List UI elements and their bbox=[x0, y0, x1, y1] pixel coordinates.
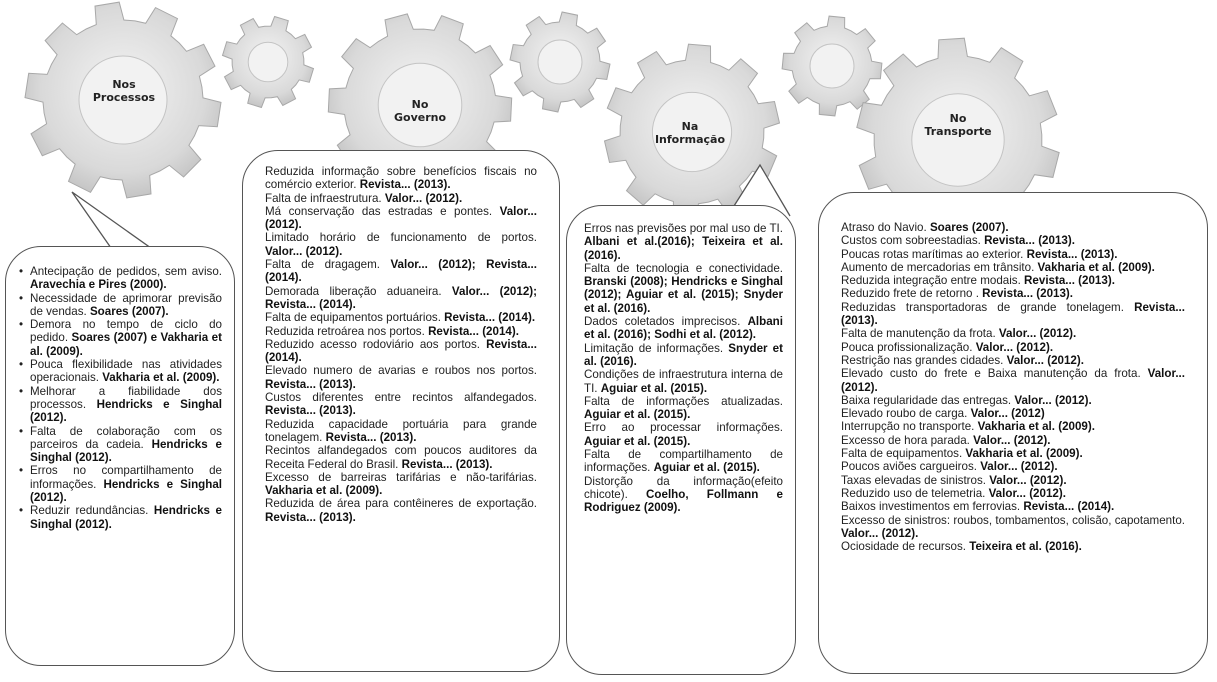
gear-label-processos: Nos Processos bbox=[92, 78, 156, 104]
informacao-item bbox=[584, 395, 783, 422]
informacao-item-reference: Coelho, Follmann e Rodriguez (2009). bbox=[584, 487, 783, 515]
transporte-item bbox=[841, 434, 1185, 447]
gear-label-transporte: No Transporte bbox=[924, 112, 992, 138]
processos-item bbox=[30, 425, 222, 465]
transporte-item-text: Elevado roubo de carga. bbox=[841, 407, 971, 421]
transporte-item-reference: Vakharia et al. (2009). bbox=[977, 420, 1095, 434]
governo-item bbox=[265, 471, 537, 498]
processos-item bbox=[30, 385, 222, 425]
transporte-item-text: Reduzido uso de telemetria. bbox=[841, 486, 989, 500]
informacao-item bbox=[584, 448, 783, 475]
informacao-item-text: Erros nas previsões por mal uso de TI. bbox=[584, 222, 783, 235]
gear-small-1-hub bbox=[248, 42, 288, 82]
governo-item-reference: Revista... (2013). bbox=[359, 178, 451, 192]
governo-item bbox=[265, 192, 537, 205]
processos-bubble bbox=[5, 246, 235, 666]
transporte-item-text: Taxas elevadas de sinistros. bbox=[841, 473, 990, 487]
governo-item-text: Demorada liberação aduaneira. bbox=[265, 284, 452, 298]
informacao-item-text: Condições de infraestrutura interna de TI. bbox=[584, 368, 783, 395]
processos-item-text: Melhorar a fiabilidade dos processos. bbox=[30, 384, 222, 411]
informacao-item-reference: Branski (2008); Hendricks e Singhal (2012); Aguiar et al. (2015); Snyder et al. (2016). bbox=[584, 275, 783, 315]
informacao-item-reference: Albani et al. (2016); Sodhi et al. (2012). bbox=[584, 315, 783, 342]
transporte-item-reference: Valor... (2012). bbox=[973, 433, 1051, 447]
informacao-item-text: Falta de compartilhamento de informações. bbox=[584, 448, 783, 475]
governo-item-reference: Revista... (2013). bbox=[265, 404, 356, 418]
processos-item-reference: Soares (2007). bbox=[89, 304, 169, 318]
governo-item-text: Falta de infraestrutura. bbox=[265, 191, 385, 205]
transporte-item bbox=[841, 221, 1185, 234]
governo-list bbox=[265, 165, 537, 524]
processos-item-text: Necessidade de aprimorar previsão de vendas. bbox=[30, 291, 222, 318]
governo-item bbox=[265, 311, 537, 324]
governo-item-reference: Revista... (2013). bbox=[325, 430, 417, 444]
transporte-item bbox=[841, 341, 1185, 354]
informacao-item-text: Falta de informações atualizadas. bbox=[584, 394, 783, 408]
governo-item-text: Reduzida informação sobre benefícios fiscais no comércio exterior. bbox=[265, 165, 537, 192]
transporte-item-reference: Revista... (2014). bbox=[1023, 500, 1115, 514]
governo-item-reference: Revista... (2014). bbox=[428, 324, 519, 338]
transporte-item bbox=[841, 367, 1185, 394]
transporte-item-reference: Valor... (2012). bbox=[988, 486, 1066, 500]
processos-item-text: Falta de colaboração com os parceiros da cadeia. bbox=[30, 424, 222, 451]
processos-item-text: Pouca flexibilidade nas atividades operacionais. bbox=[30, 358, 222, 385]
processos-item-text: Erros no compartilhamento de informações. bbox=[30, 464, 222, 491]
processos-item bbox=[30, 265, 222, 292]
transporte-list bbox=[841, 221, 1185, 553]
transporte-item-reference: Valor... (2012). bbox=[1006, 353, 1084, 367]
transporte-item bbox=[841, 460, 1185, 473]
transporte-item-text: Atraso do Navio. bbox=[841, 221, 930, 234]
processos-item bbox=[30, 464, 222, 504]
informacao-item bbox=[584, 315, 783, 342]
transporte-item-reference: Valor... (2012). bbox=[841, 526, 919, 540]
informacao-item bbox=[584, 342, 783, 369]
transporte-item-reference: Valor... (2012). bbox=[1014, 393, 1092, 407]
informacao-item bbox=[584, 222, 783, 262]
transporte-item-text: Reduzidas transportadoras de grande tonelagem. bbox=[841, 300, 1135, 314]
transporte-item-reference: Vakharia et al. (2009). bbox=[1037, 260, 1155, 274]
governo-item bbox=[265, 418, 537, 445]
governo-item-text: Recintos alfandegados com poucos auditores da Receita Federal do Brasil. bbox=[265, 444, 537, 471]
gear-small-3-hub bbox=[810, 44, 854, 88]
governo-item bbox=[265, 444, 537, 471]
informacao-item-text: Erro ao processar informações. bbox=[584, 421, 783, 435]
informacao-item-text: Dados coletados imprecisos. bbox=[584, 315, 748, 329]
governo-item-text: Má conservação das estradas e pontes. bbox=[265, 204, 500, 218]
processos-item-reference: Soares (2007) e Vakharia et al. (2009). bbox=[30, 331, 222, 358]
transporte-item-reference: Revista... (2013). bbox=[841, 300, 1185, 328]
transporte-item-reference: Soares (2007). bbox=[929, 221, 1009, 234]
governo-item-reference: Valor... (2012). bbox=[384, 191, 463, 205]
transporte-item-reference: Revista... (2013). bbox=[982, 287, 1074, 301]
gear-label-governo: No Governo bbox=[393, 98, 447, 124]
informacao-item-reference: Aguiar et al. (2015). bbox=[584, 434, 691, 448]
transporte-item-reference: Revista... (2013). bbox=[1024, 274, 1115, 288]
governo-item bbox=[265, 205, 537, 232]
transporte-item-text: Excesso de sinistros: roubos, tombamentos, colisão, capotamento. bbox=[841, 513, 1185, 527]
transporte-item-text: Poucas rotas marítimas ao exterior. bbox=[841, 247, 1027, 261]
governo-item bbox=[265, 165, 537, 192]
informacao-item-reference: Aguiar et al. (2015). bbox=[584, 408, 691, 422]
governo-item-reference: Valor... (2012); Revista... (2014). bbox=[265, 258, 537, 285]
transporte-item-text: Poucos aviões cargueiros. bbox=[841, 460, 981, 474]
informacao-item bbox=[584, 368, 783, 395]
transporte-item bbox=[841, 487, 1185, 500]
governo-item-reference: Revista... (2013). bbox=[265, 377, 356, 391]
processos-item-reference: Vakharia et al. (2009). bbox=[102, 371, 220, 385]
governo-item-text: Reduzida retroárea nos portos. bbox=[265, 324, 429, 338]
governo-item-text: Limitado horário de funcionamento de portos. bbox=[265, 231, 537, 245]
governo-item-reference: Revista... (2014). bbox=[265, 337, 537, 365]
gear-transporte-hub bbox=[912, 94, 1004, 186]
processos-item-reference: Hendricks e Singhal (2012). bbox=[30, 437, 222, 465]
processos-item-reference: Aravechia e Pires (2000). bbox=[30, 278, 167, 292]
processos-item-reference: Hendricks e Singhal (2012). bbox=[30, 397, 222, 425]
transporte-item bbox=[841, 514, 1185, 541]
transporte-item-reference: Valor... (2012). bbox=[998, 327, 1077, 341]
informacao-list bbox=[584, 222, 783, 515]
governo-item-reference: Valor... (2012). bbox=[265, 244, 343, 258]
transporte-item bbox=[841, 500, 1185, 513]
transporte-item bbox=[841, 248, 1185, 261]
processos-item bbox=[30, 318, 222, 358]
transporte-item-reference: Vakharia et al. (2009). bbox=[965, 447, 1083, 461]
governo-bubble bbox=[242, 150, 560, 672]
transporte-item bbox=[841, 287, 1185, 300]
transporte-item bbox=[841, 394, 1185, 407]
transporte-item-text: Excesso de hora parada. bbox=[841, 433, 974, 447]
processos-item bbox=[30, 504, 222, 531]
governo-item bbox=[265, 391, 537, 418]
transporte-item-reference: Valor... (2012). bbox=[841, 367, 1185, 394]
governo-item bbox=[265, 497, 537, 524]
governo-item-text: Falta de dragagem. bbox=[265, 258, 391, 272]
gear-small-2-hub bbox=[538, 40, 582, 84]
processos-item-reference: Hendricks e Singhal (2012). bbox=[30, 477, 222, 505]
informacao-item-reference: Snyder et al. (2016). bbox=[584, 341, 783, 368]
transporte-item bbox=[841, 447, 1185, 460]
transporte-item-reference: Valor... (2012). bbox=[975, 340, 1054, 354]
transporte-item-reference: Valor... (2012). bbox=[989, 473, 1067, 487]
processos-item-text: Demora no tempo de ciclo do pedido. bbox=[30, 318, 222, 345]
informacao-item-reference: Aguiar et al. (2015). bbox=[653, 461, 760, 475]
governo-item-text: Reduzido acesso rodoviário aos portos. bbox=[265, 337, 487, 351]
transporte-item bbox=[841, 261, 1185, 274]
informacao-item-text: Distorção da informação(efeito chicote). bbox=[584, 474, 783, 501]
processos-list bbox=[18, 265, 222, 531]
transporte-item bbox=[841, 474, 1185, 487]
governo-item bbox=[265, 325, 537, 338]
processos-item-text: Antecipação de pedidos, sem aviso. bbox=[30, 265, 222, 278]
informacao-item bbox=[584, 262, 783, 315]
transporte-item-text: Reduzido frete de retorno . bbox=[841, 287, 983, 301]
transporte-item bbox=[841, 327, 1185, 340]
transporte-item-text: Baixos investimentos em ferrovias. bbox=[841, 500, 1024, 514]
governo-item-reference: Valor... (2012); Revista... (2014). bbox=[265, 284, 537, 311]
transporte-item-text: Restrição nas grandes cidades. bbox=[841, 353, 1007, 367]
governo-item bbox=[265, 285, 537, 312]
informacao-item-text: Limitação de informações. bbox=[584, 341, 729, 355]
transporte-item bbox=[841, 354, 1185, 367]
processos-item bbox=[30, 292, 222, 319]
transporte-item-text: Elevado custo do frete e Baixa manutenção da frota. bbox=[841, 367, 1148, 381]
informacao-item-reference: Aguiar et al. (2015). bbox=[600, 381, 708, 395]
transporte-item-reference: Valor... (2012). bbox=[980, 460, 1058, 474]
transporte-item-reference: Valor... (2012) bbox=[970, 407, 1045, 421]
transporte-item bbox=[841, 274, 1185, 287]
governo-item-reference: Valor... (2012). bbox=[265, 204, 537, 232]
processos-item-reference: Hendricks e Singhal (2012). bbox=[30, 504, 222, 531]
processos-item-text: Reduzir redundâncias. bbox=[30, 504, 154, 518]
transporte-item bbox=[841, 234, 1185, 247]
transporte-item-text: Pouca profissionalização. bbox=[841, 340, 976, 354]
governo-item-reference: Revista... (2013). bbox=[401, 457, 493, 471]
governo-item bbox=[265, 338, 537, 365]
transporte-item-text: Ociosidade de recursos. bbox=[841, 540, 970, 554]
governo-item bbox=[265, 231, 537, 258]
governo-item-text: Reduzida capacidade portuária para grande tonelagem. bbox=[265, 417, 537, 444]
transporte-item bbox=[841, 540, 1185, 553]
governo-item-text: Excesso de barreiras tarifárias e não-tarifárias. bbox=[265, 470, 537, 484]
informacao-bubble bbox=[566, 205, 796, 675]
governo-item-reference: Revista... (2014). bbox=[444, 311, 536, 325]
governo-item-reference: Vakharia et al. (2009). bbox=[265, 484, 383, 498]
governo-item bbox=[265, 364, 537, 391]
transporte-item-text: Falta de manutenção da frota. bbox=[841, 327, 999, 341]
transporte-item bbox=[841, 301, 1185, 328]
informacao-item bbox=[584, 421, 783, 448]
transporte-item-reference: Revista... (2013). bbox=[984, 234, 1075, 248]
governo-item-text: Reduzida de área para contêineres de exportação. bbox=[265, 497, 537, 511]
governo-item-text: Falta de equipamentos portuários. bbox=[265, 311, 445, 325]
informacao-item-text: Falta de tecnologia e conectividade. bbox=[584, 261, 783, 275]
transporte-item-text: Custos com sobreestadias. bbox=[841, 234, 985, 248]
transporte-item-text: Aumento de mercadorias em trânsito. bbox=[841, 260, 1038, 274]
informacao-item bbox=[584, 475, 783, 515]
transporte-item bbox=[841, 420, 1185, 433]
processos-item bbox=[30, 358, 222, 385]
transporte-item bbox=[841, 407, 1185, 420]
transporte-item-reference: Teixeira et al. (2016). bbox=[969, 540, 1082, 554]
governo-item-text: Custos diferentes entre recintos alfandegados. bbox=[265, 391, 537, 405]
governo-item-reference: Revista... (2013). bbox=[265, 510, 356, 524]
transporte-item-text: Baixa regularidade das entregas. bbox=[841, 393, 1015, 407]
informacao-item-reference: Albani et al.(2016); Teixeira et al. (2016). bbox=[584, 235, 783, 262]
transporte-item-text: Interrupção no transporte. bbox=[841, 420, 978, 434]
transporte-bubble bbox=[818, 192, 1208, 674]
transporte-item-text: Reduzida integração entre modais. bbox=[841, 274, 1025, 288]
transporte-item-text: Falta de equipamentos. bbox=[841, 447, 966, 461]
governo-item-text: Elevado numero de avarias e roubos nos portos. bbox=[265, 364, 537, 378]
transporte-item-reference: Revista... (2013). bbox=[1026, 247, 1118, 261]
governo-item bbox=[265, 258, 537, 285]
gear-label-informacao: Na Informação bbox=[654, 120, 726, 146]
